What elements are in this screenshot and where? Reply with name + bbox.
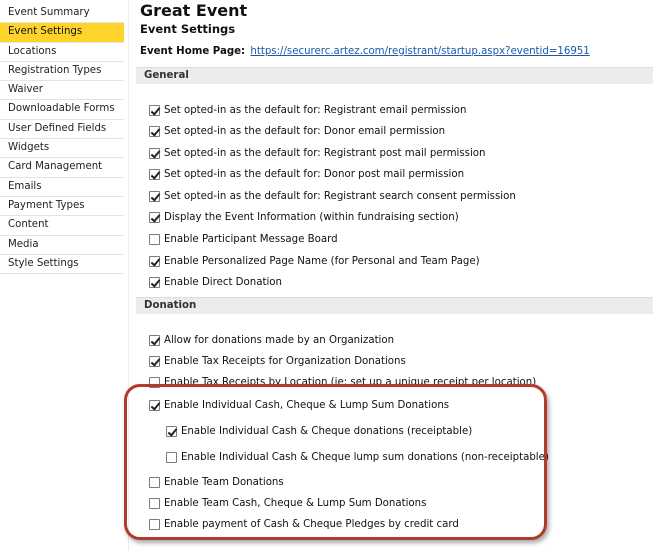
sidebar-item-card-management[interactable]: Card Management xyxy=(0,158,124,177)
option-label: Enable Individual Cash & Cheque lump sum donations (non-receiptable) xyxy=(181,451,549,463)
event-home-page-link[interactable]: https://securerc.artez.com/registrant/startup.aspx?eventid=16951 xyxy=(250,46,590,57)
option-label: Enable Team Donations xyxy=(164,476,284,488)
option-tax-receipts-by-location[interactable] xyxy=(149,375,536,389)
sidebar-item-locations[interactable]: Locations xyxy=(0,43,124,62)
checkbox[interactable] xyxy=(149,169,160,180)
sidebar-item-emails[interactable]: Emails xyxy=(0,178,124,197)
checkbox[interactable] xyxy=(149,234,160,245)
checkbox[interactable] xyxy=(166,452,177,463)
section-header-donation: Donation xyxy=(136,297,653,314)
option-label: Set opted-in as the default for: Registrant search consent permission xyxy=(164,190,516,202)
option-tax-receipts-organization[interactable] xyxy=(149,354,406,368)
checkbox[interactable] xyxy=(149,277,160,288)
option-pledges-by-credit-card[interactable] xyxy=(149,517,459,531)
checkbox[interactable] xyxy=(149,191,160,202)
sidebar-item-style-settings[interactable]: Style Settings xyxy=(0,255,124,274)
option-label: Enable Tax Receipts for Organization Donations xyxy=(164,355,406,367)
section-header-general: General xyxy=(136,67,653,84)
sidebar-divider xyxy=(128,0,129,551)
checkbox[interactable] xyxy=(149,377,160,388)
option-display-event-information[interactable] xyxy=(149,210,459,224)
sidebar-item-content[interactable]: Content xyxy=(0,216,124,235)
checkbox[interactable] xyxy=(149,126,160,137)
option-registrant-post-mail-permission[interactable] xyxy=(149,146,485,160)
checkbox[interactable] xyxy=(149,519,160,530)
option-direct-donation[interactable] xyxy=(149,275,282,289)
option-personalized-page-name[interactable] xyxy=(149,254,480,268)
page-title: Great Event xyxy=(140,1,248,20)
option-individual-cash-cheque-lump-sum[interactable] xyxy=(149,398,449,412)
sidebar-item-media[interactable]: Media xyxy=(0,236,124,255)
page-subtitle: Event Settings xyxy=(140,22,236,36)
event-home-page-label: Event Home Page: xyxy=(140,46,246,57)
option-label: Enable Individual Cash, Cheque & Lump Sum Donations xyxy=(164,399,450,411)
option-individual-cash-cheque-receiptable[interactable] xyxy=(166,424,472,438)
sidebar-item-payment-types[interactable]: Payment Types xyxy=(0,197,124,216)
option-label: Allow for donations made by an Organization xyxy=(164,334,395,346)
sidebar-item-widgets[interactable]: Widgets xyxy=(0,139,124,158)
option-label: Set opted-in as the default for: Donor post mail permission xyxy=(164,168,465,180)
sidebar-item-event-settings[interactable]: Event Settings xyxy=(0,23,124,42)
checkbox[interactable] xyxy=(149,477,160,488)
option-participant-message-board[interactable] xyxy=(149,232,338,246)
option-label: Enable payment of Cash & Cheque Pledges by credit card xyxy=(164,518,459,530)
option-individual-lump-sum-non-receiptable[interactable] xyxy=(166,450,549,464)
sidebar-nav xyxy=(0,0,124,274)
option-registrant-search-consent-permission[interactable] xyxy=(149,189,516,203)
checkbox[interactable] xyxy=(149,256,160,267)
checkbox[interactable] xyxy=(166,426,177,437)
option-label: Set opted-in as the default for: Registrant post mail permission xyxy=(164,147,486,159)
checkbox[interactable] xyxy=(149,356,160,367)
sidebar-item-registration-types[interactable]: Registration Types xyxy=(0,62,124,81)
checkbox[interactable] xyxy=(149,105,160,116)
sidebar-item-downloadable-forms[interactable]: Downloadable Forms xyxy=(0,100,124,119)
option-label: Display the Event Information (within fundraising section) xyxy=(164,211,459,223)
option-organization-donations[interactable] xyxy=(149,333,394,347)
checkbox[interactable] xyxy=(149,400,160,411)
option-registrant-email-permission[interactable] xyxy=(149,103,467,117)
sidebar-item-event-summary[interactable]: Event Summary xyxy=(0,4,124,23)
option-donor-post-mail-permission[interactable] xyxy=(149,167,464,181)
option-label: Enable Individual Cash & Cheque donations (receiptable) xyxy=(181,425,473,437)
checkbox[interactable] xyxy=(149,148,160,159)
option-donor-email-permission[interactable] xyxy=(149,124,445,138)
option-label: Set opted-in as the default for: Donor email permission xyxy=(164,125,446,137)
option-team-cash-cheque-lump-sum[interactable] xyxy=(149,496,426,510)
option-label: Set opted-in as the default for: Registrant email permission xyxy=(164,104,467,116)
option-label: Enable Team Cash, Cheque & Lump Sum Donations xyxy=(164,497,427,509)
checkbox[interactable] xyxy=(149,335,160,346)
option-label: Enable Personalized Page Name (for Personal and Team Page) xyxy=(164,255,480,267)
checkbox[interactable] xyxy=(149,212,160,223)
event-home-page-row xyxy=(140,46,590,57)
checkbox[interactable] xyxy=(149,498,160,509)
sidebar-item-waiver[interactable]: Waiver xyxy=(0,81,124,100)
option-team-donations[interactable] xyxy=(149,475,284,489)
option-label: Enable Participant Message Board xyxy=(164,233,338,245)
option-label: Enable Direct Donation xyxy=(164,276,282,288)
option-label: Enable Tax Receipts by Location (ie: set up a unique receipt per location) xyxy=(164,376,537,388)
sidebar-item-user-defined-fields[interactable]: User Defined Fields xyxy=(0,120,124,139)
